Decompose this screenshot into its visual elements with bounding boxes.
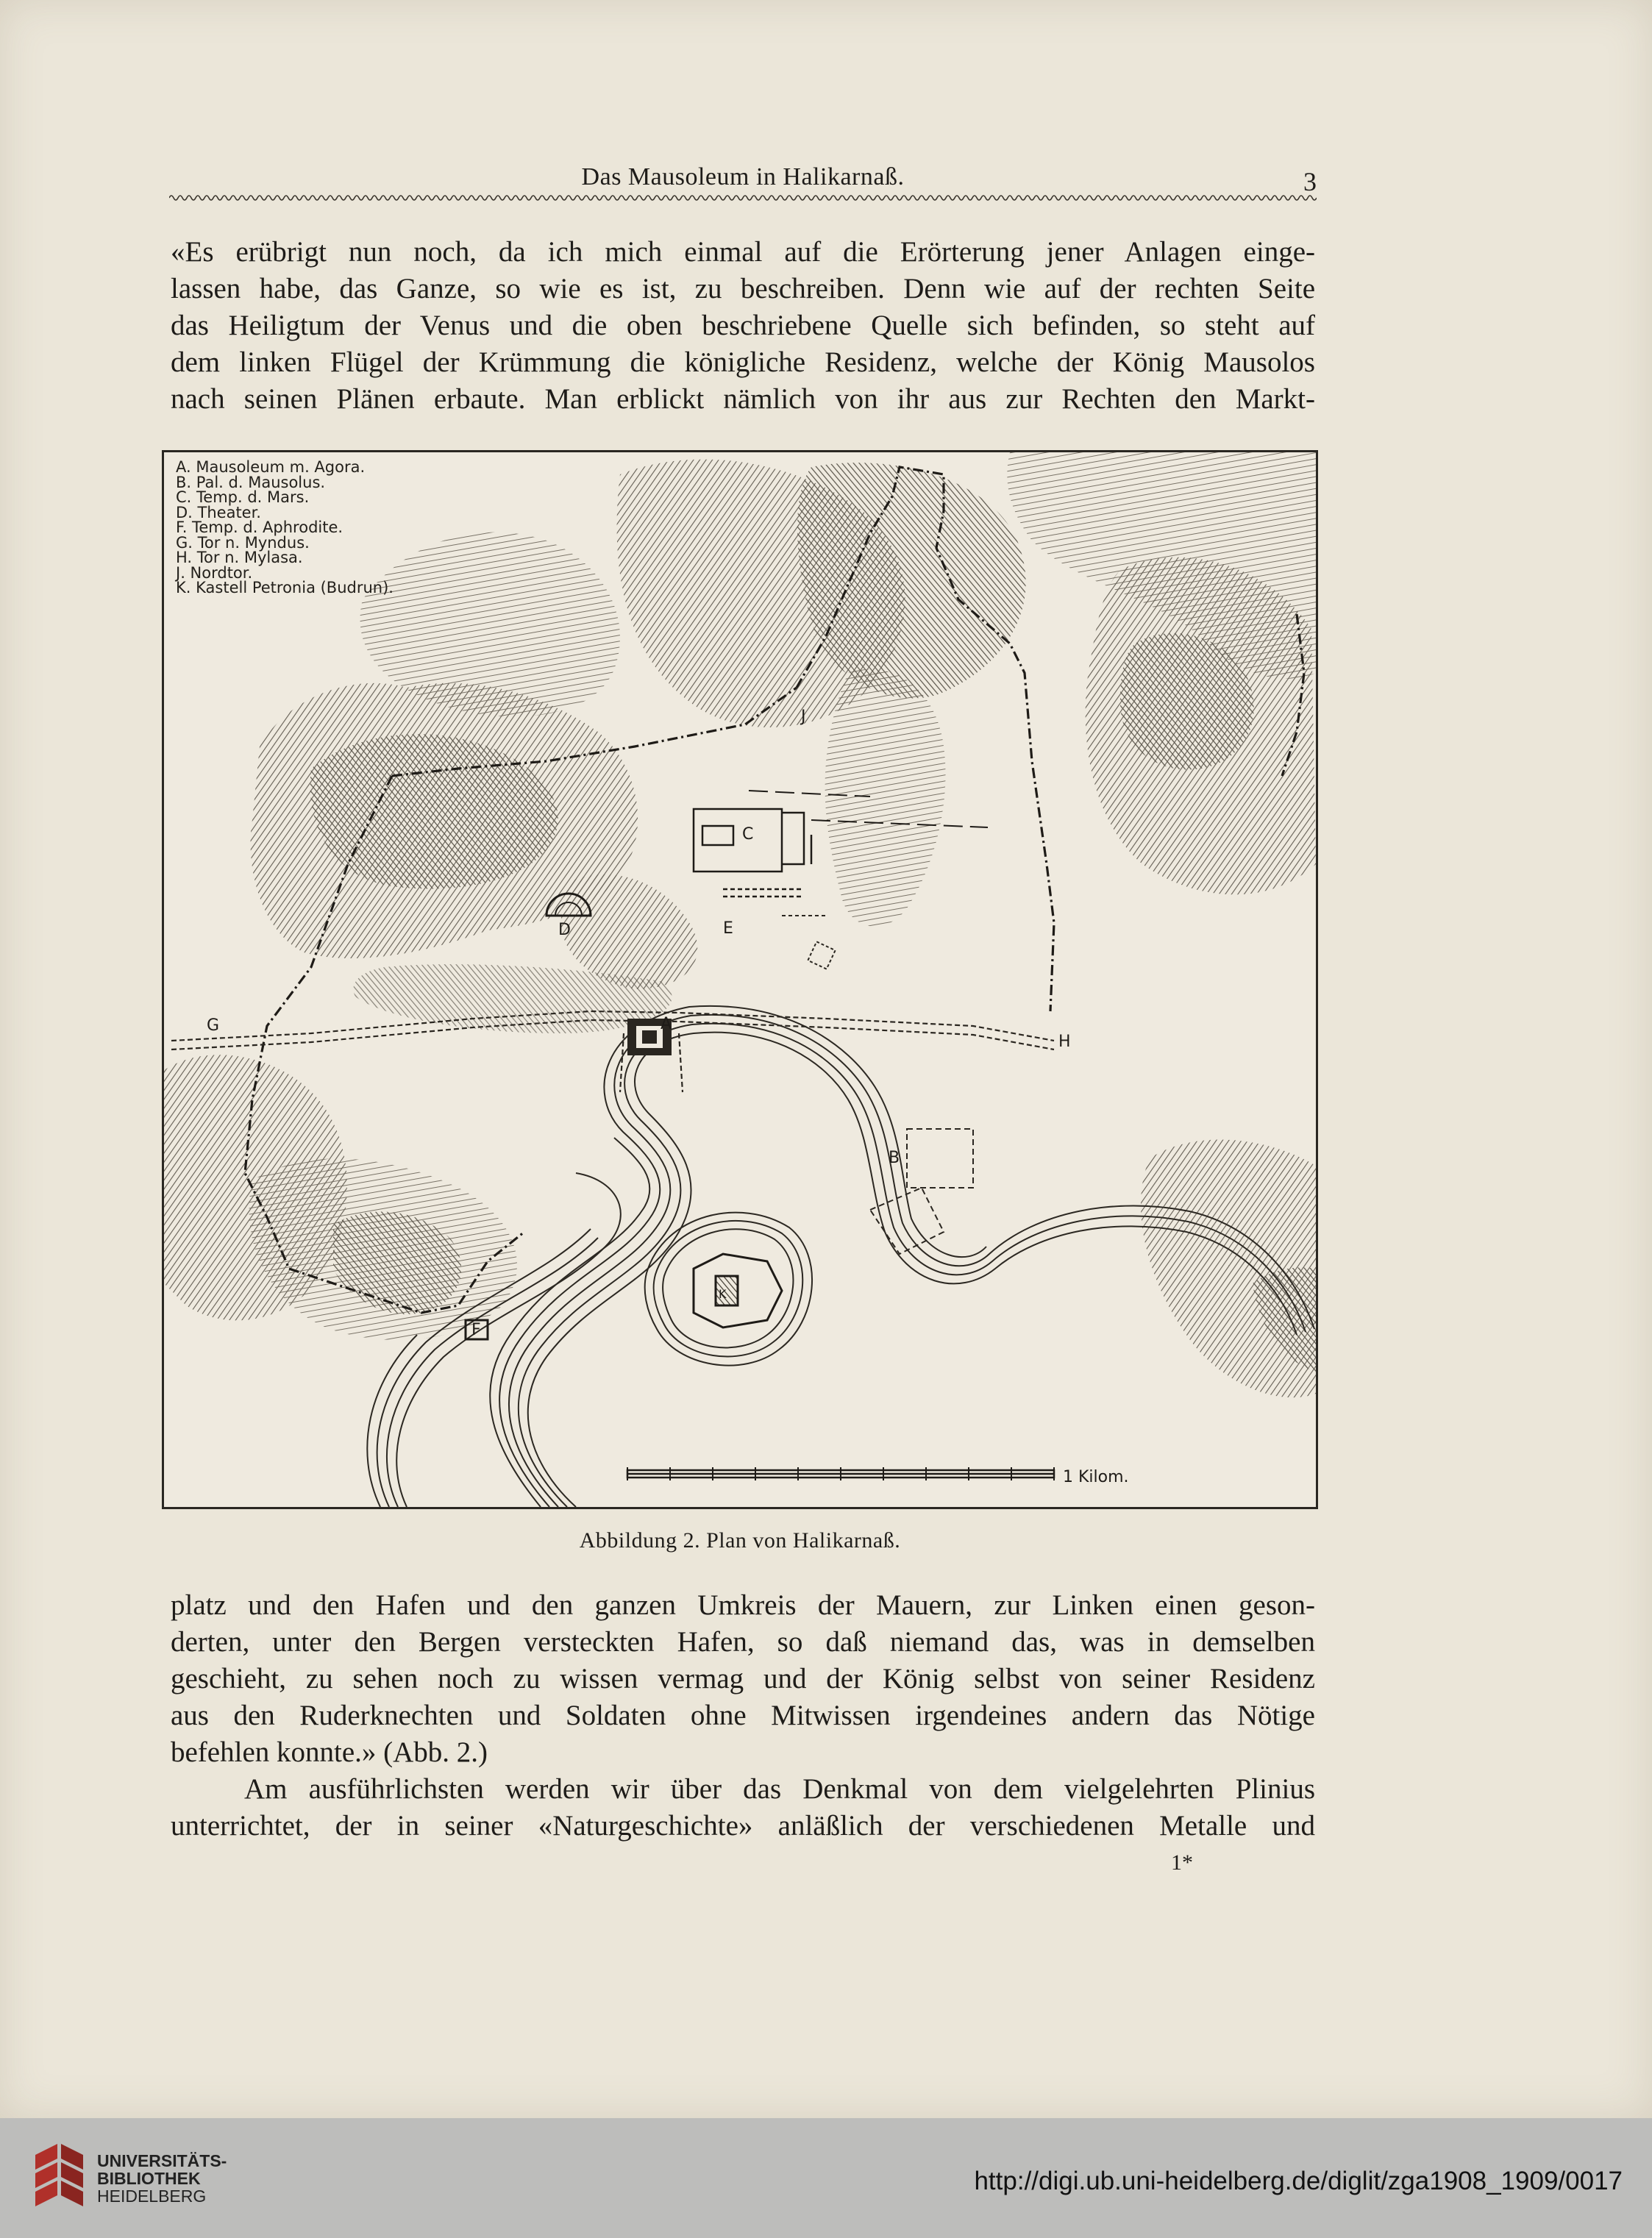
running-title: Das Mausoleum in Halikarnaß. [581, 163, 905, 190]
legend-entry: C. Temp. d. Mars. [176, 488, 310, 506]
city-plan-map [164, 452, 1316, 1507]
library-name [97, 2152, 227, 2205]
map-figure [162, 450, 1318, 1509]
legend-entry: H. Tor n. Mylasa. [176, 549, 303, 566]
palace-enclosure [907, 1129, 973, 1188]
map-label-h: H [1058, 1033, 1071, 1051]
scale-label: 1 Kilom. [1063, 1468, 1129, 1486]
text-line: «Es erübrigt nun noch, da ich mich einmal auf die Erörterung jener Anlagen einge- [171, 236, 1315, 268]
legend-entry: K. Kastell Petronia (Budrun). [176, 579, 394, 596]
text-line: geschieht, zu sehen noch zu wissen vermag und der König selbst von seiner Residenz [171, 1663, 1315, 1694]
map-label-f: F [471, 1321, 481, 1339]
library-name-line: HEIDELBERG [97, 2187, 207, 2206]
signature-mark: 1* [1171, 1850, 1193, 1875]
page-number: 3 [1303, 167, 1317, 196]
legend-entry: A. Mausoleum m. Agora. [176, 458, 366, 476]
map-legend [176, 460, 394, 596]
legend-entry: D. Theater. [176, 503, 261, 521]
digitization-footer [0, 2118, 1652, 2238]
library-name-line: BIBLIOTHEK [97, 2169, 201, 2188]
source-url-link[interactable]: http://digi.ub.uni-heidelberg.de/diglit/zga1908_1909/0017 [974, 2167, 1623, 2195]
map-label-e: E [723, 919, 733, 938]
castle-petronia [694, 1254, 782, 1328]
map-label-d: D [558, 921, 571, 939]
text-line: nach seinen Plänen erbaute. Man erblickt nämlich von ihr aus zur Rechten den Markt- [171, 383, 1315, 415]
legend-entry: J. Nordtor. [176, 563, 253, 582]
paragraph-2 [171, 1587, 1315, 1771]
legend-entry: F. Temp. d. Aphrodite. [176, 518, 343, 536]
paragraph-1 [171, 234, 1315, 418]
text-line: das Heiligtum der Venus und die oben beschriebene Quelle sich befinden, so steht auf [171, 310, 1315, 341]
text-line: derten, unter den Bergen versteckten Hafen, so daß niemand das, was in demselben [171, 1626, 1315, 1658]
map-label-c: C [742, 825, 754, 844]
map-label-b: B [889, 1149, 900, 1167]
paragraph-3 [171, 1771, 1315, 1845]
library-logo-icon [28, 2140, 88, 2214]
legend-entry: G. Tor n. Myndus. [176, 533, 310, 552]
text-line: aus den Ruderknechten und Soldaten ohne Mitwissen irgendeines andern das Nötige [171, 1700, 1315, 1731]
map-label-g: G [207, 1016, 220, 1035]
text-line: Am ausführlichsten werden wir über das Denkmal von dem vielgelehrten Plinius [244, 1773, 1315, 1805]
text-line: dem linken Flügel der Krümmung die königliche Residenz, welche der König Mausolos [171, 346, 1315, 378]
text-line: befehlen konnte.» (Abb. 2.) [171, 1736, 488, 1768]
legend-entry: B. Pal. d. Mausolus. [176, 473, 326, 491]
text-line: platz und den Hafen und den ganzen Umkreis der Mauern, zur Linken einen geson- [171, 1589, 1315, 1621]
text-line: unterrichtet, der in seiner «Naturgeschichte» anläßlich der verschiedenen Metalle und [171, 1810, 1315, 1842]
map-label-k: K [719, 1287, 727, 1301]
map-label-a: A [661, 1015, 672, 1033]
text-line: lassen habe, das Ganze, so wie es ist, zu beschreiben. Denn wie auf der rechten Seite [171, 273, 1315, 304]
map-label-j: J [801, 708, 806, 726]
wavy-rule [169, 193, 1317, 203]
temple-of-mars [694, 809, 811, 897]
figure-caption: Abbildung 2. Plan von Halikarnaß. [579, 1528, 901, 1553]
library-name-line: UNIVERSITÄTS- [97, 2151, 227, 2170]
